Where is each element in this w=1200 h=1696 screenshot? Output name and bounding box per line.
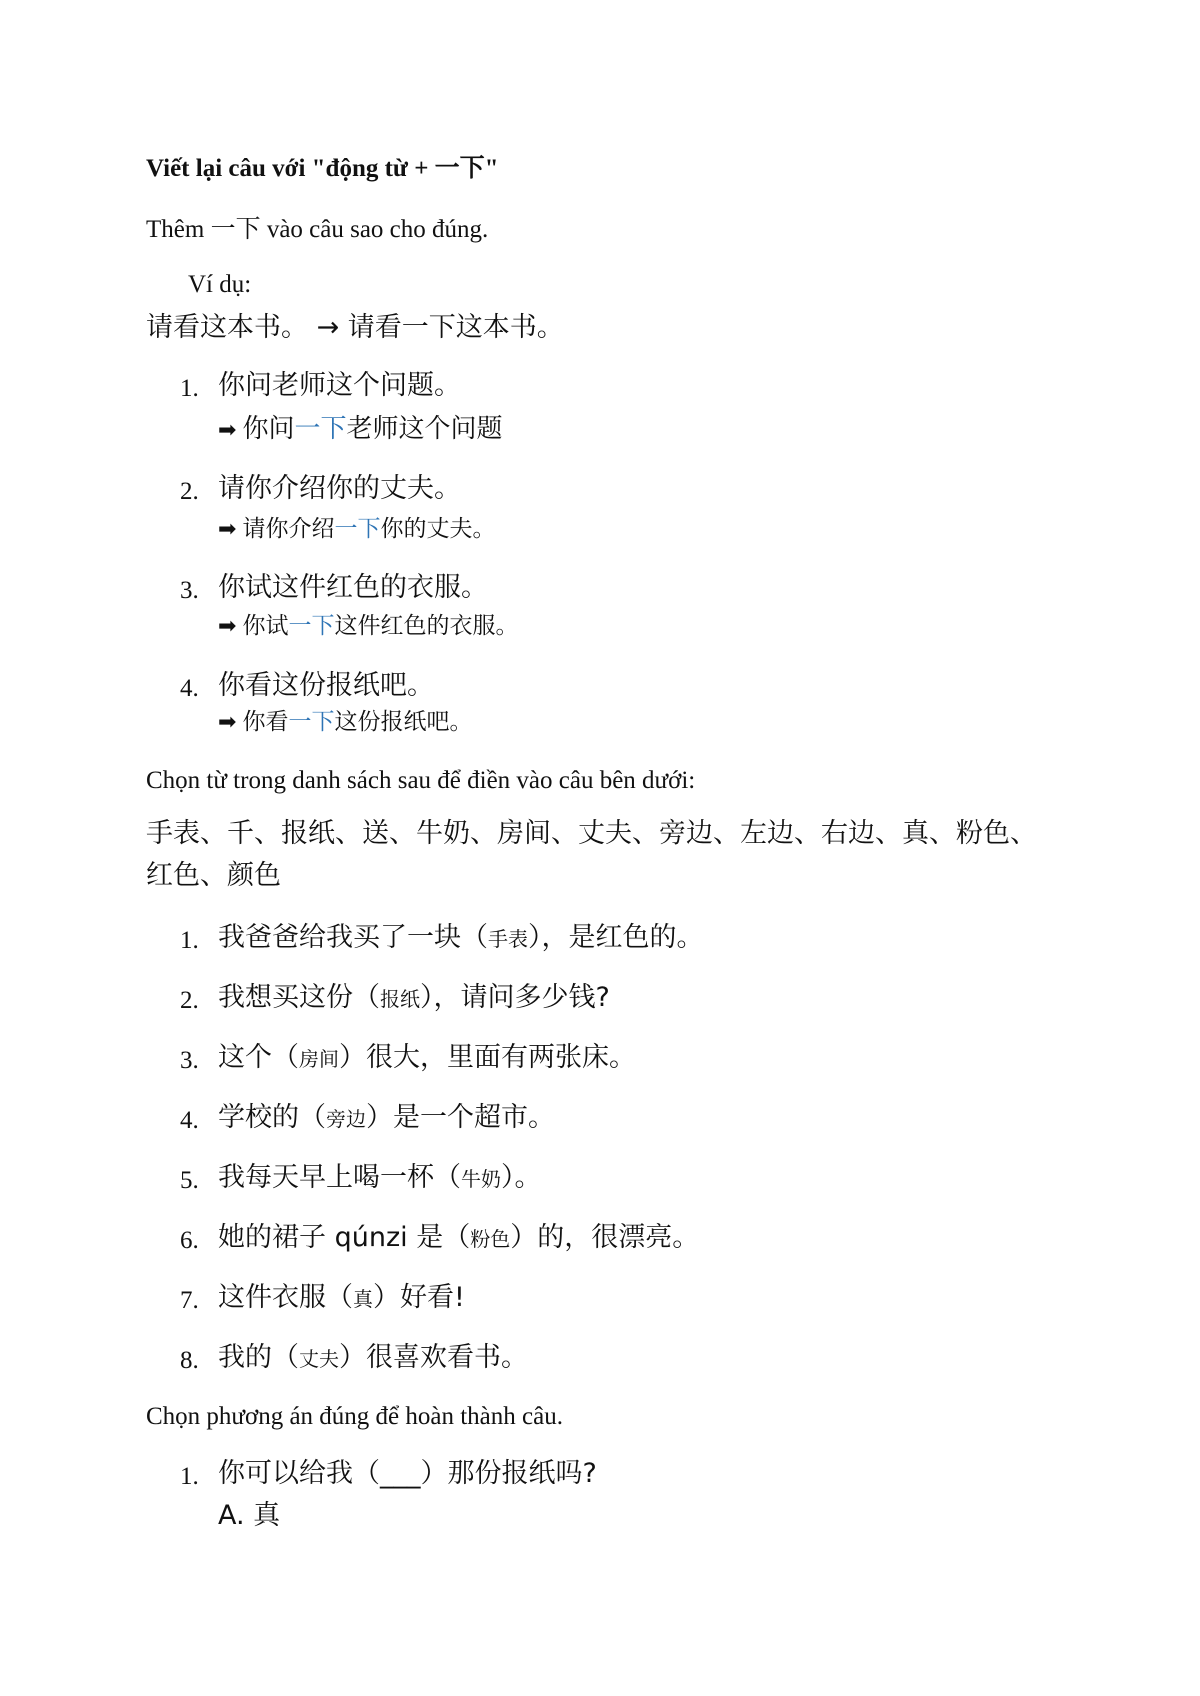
right-arrow-icon: ➡ xyxy=(218,517,237,542)
fill-sentence xyxy=(218,1042,636,1074)
question-sentence: 你看这份报纸吧。 xyxy=(218,670,434,701)
answer-highlight: 一下 xyxy=(294,414,347,444)
fill-sentence xyxy=(218,982,610,1014)
question-sentence: 你问老师这个问题。 xyxy=(218,370,461,401)
sentence-after: ）是一个超市。 xyxy=(366,1102,555,1133)
list-number: 2. xyxy=(180,478,199,505)
sentence-after: ）。 xyxy=(501,1162,542,1193)
sentence-after: ）很喜欢看书。 xyxy=(339,1342,528,1373)
question-sentence: 请你介绍你的丈夫。 xyxy=(218,473,461,504)
filled-answer: 粉色 xyxy=(470,1227,511,1251)
answer-before: 你试 xyxy=(242,613,289,639)
answer-before: 请你介绍 xyxy=(242,516,335,542)
answer-after: 老师这个问题 xyxy=(346,414,503,444)
answer-highlight: 一下 xyxy=(288,613,335,639)
list-number: 3. xyxy=(180,577,199,604)
sentence-after: ）好看! xyxy=(373,1282,465,1313)
list-number: 1. xyxy=(180,927,199,954)
filled-answer: 手表 xyxy=(488,927,528,951)
filled-answer: 真 xyxy=(353,1287,373,1311)
sentence-after: ）很大，里面有两张床。 xyxy=(339,1042,636,1073)
sentence-before: 这个（ xyxy=(218,1042,299,1073)
right-arrow-icon: ➡ xyxy=(218,614,237,639)
filled-answer: 丈夫 xyxy=(299,1347,339,1371)
word-list-line: 红色、颜色 xyxy=(146,860,281,891)
list-number: 1. xyxy=(180,375,199,402)
list-number: 4. xyxy=(180,675,199,702)
list-number: 7. xyxy=(180,1287,199,1314)
sentence-before: 她的裙子 qúnzi 是（ xyxy=(218,1222,471,1253)
answer-line xyxy=(218,414,502,445)
example-sentence: 请看这本书。 → 请看一下这本书。 xyxy=(146,312,564,343)
answer-before: 你看 xyxy=(242,709,289,735)
section-title: Viết lại câu với "động từ + 一下" xyxy=(146,155,499,182)
word-list-line: 手表、千、报纸、送、牛奶、房间、丈夫、旁边、左边、右边、真、粉色、 xyxy=(146,818,1037,849)
question-sentence: 你试这件红色的衣服。 xyxy=(218,572,488,603)
fill-sentence xyxy=(218,1162,542,1194)
sentence-before: 学校的（ xyxy=(218,1102,326,1133)
example-label: Ví dụ: xyxy=(188,271,252,298)
sentence-after: ）的，很漂亮。 xyxy=(510,1222,700,1253)
answer-line xyxy=(218,709,472,737)
list-number: 3. xyxy=(180,1047,199,1074)
answer-option: A. 真 xyxy=(218,1500,281,1531)
sentence-after: ），请问多少钱? xyxy=(420,982,610,1013)
answer-line xyxy=(218,613,518,641)
sentence-before: 我爸爸给我买了一块（ xyxy=(218,922,488,953)
filled-answer: 房间 xyxy=(299,1047,339,1071)
right-arrow-icon: ➡ xyxy=(218,418,237,443)
section-instruction: Chọn từ trong danh sách sau để điền vào câu bên dưới: xyxy=(146,767,696,794)
answer-before: 你问 xyxy=(242,414,295,444)
sentence-after: ），是红色的。 xyxy=(528,922,704,953)
section-instruction: Chọn phương án đúng để hoàn thành câu. xyxy=(146,1403,563,1430)
answer-after: 你的丈夫。 xyxy=(380,516,496,542)
list-number: 5. xyxy=(180,1167,199,1194)
filled-answer: 报纸 xyxy=(380,987,420,1011)
answer-highlight: 一下 xyxy=(334,516,381,542)
list-number: 8. xyxy=(180,1347,199,1374)
sentence-before: 这件衣服（ xyxy=(218,1282,353,1313)
answer-line xyxy=(218,516,495,544)
sentence-before: 我每天早上喝一杯（ xyxy=(218,1162,461,1193)
right-arrow-icon: ➡ xyxy=(218,710,237,735)
list-number: 4. xyxy=(180,1107,199,1134)
sentence-before: 我的（ xyxy=(218,1342,299,1373)
fill-sentence xyxy=(218,1102,555,1134)
fill-sentence xyxy=(218,1222,699,1254)
question-sentence: 你可以给我（___）那份报纸吗? xyxy=(218,1458,597,1489)
fill-sentence xyxy=(218,1282,465,1314)
answer-after: 这件红色的衣服。 xyxy=(334,613,519,639)
filled-answer: 牛奶 xyxy=(461,1167,501,1191)
sentence-before: 我想买这份（ xyxy=(218,982,380,1013)
answer-highlight: 一下 xyxy=(288,709,335,735)
list-number: 1. xyxy=(180,1463,199,1490)
fill-sentence xyxy=(218,1342,528,1374)
answer-after: 这份报纸吧。 xyxy=(334,709,473,735)
list-number: 2. xyxy=(180,987,199,1014)
filled-answer: 旁边 xyxy=(326,1107,366,1131)
section-instruction: Thêm 一下 vào câu sao cho đúng. xyxy=(146,216,489,243)
fill-sentence xyxy=(218,922,704,954)
list-number: 6. xyxy=(180,1227,199,1254)
